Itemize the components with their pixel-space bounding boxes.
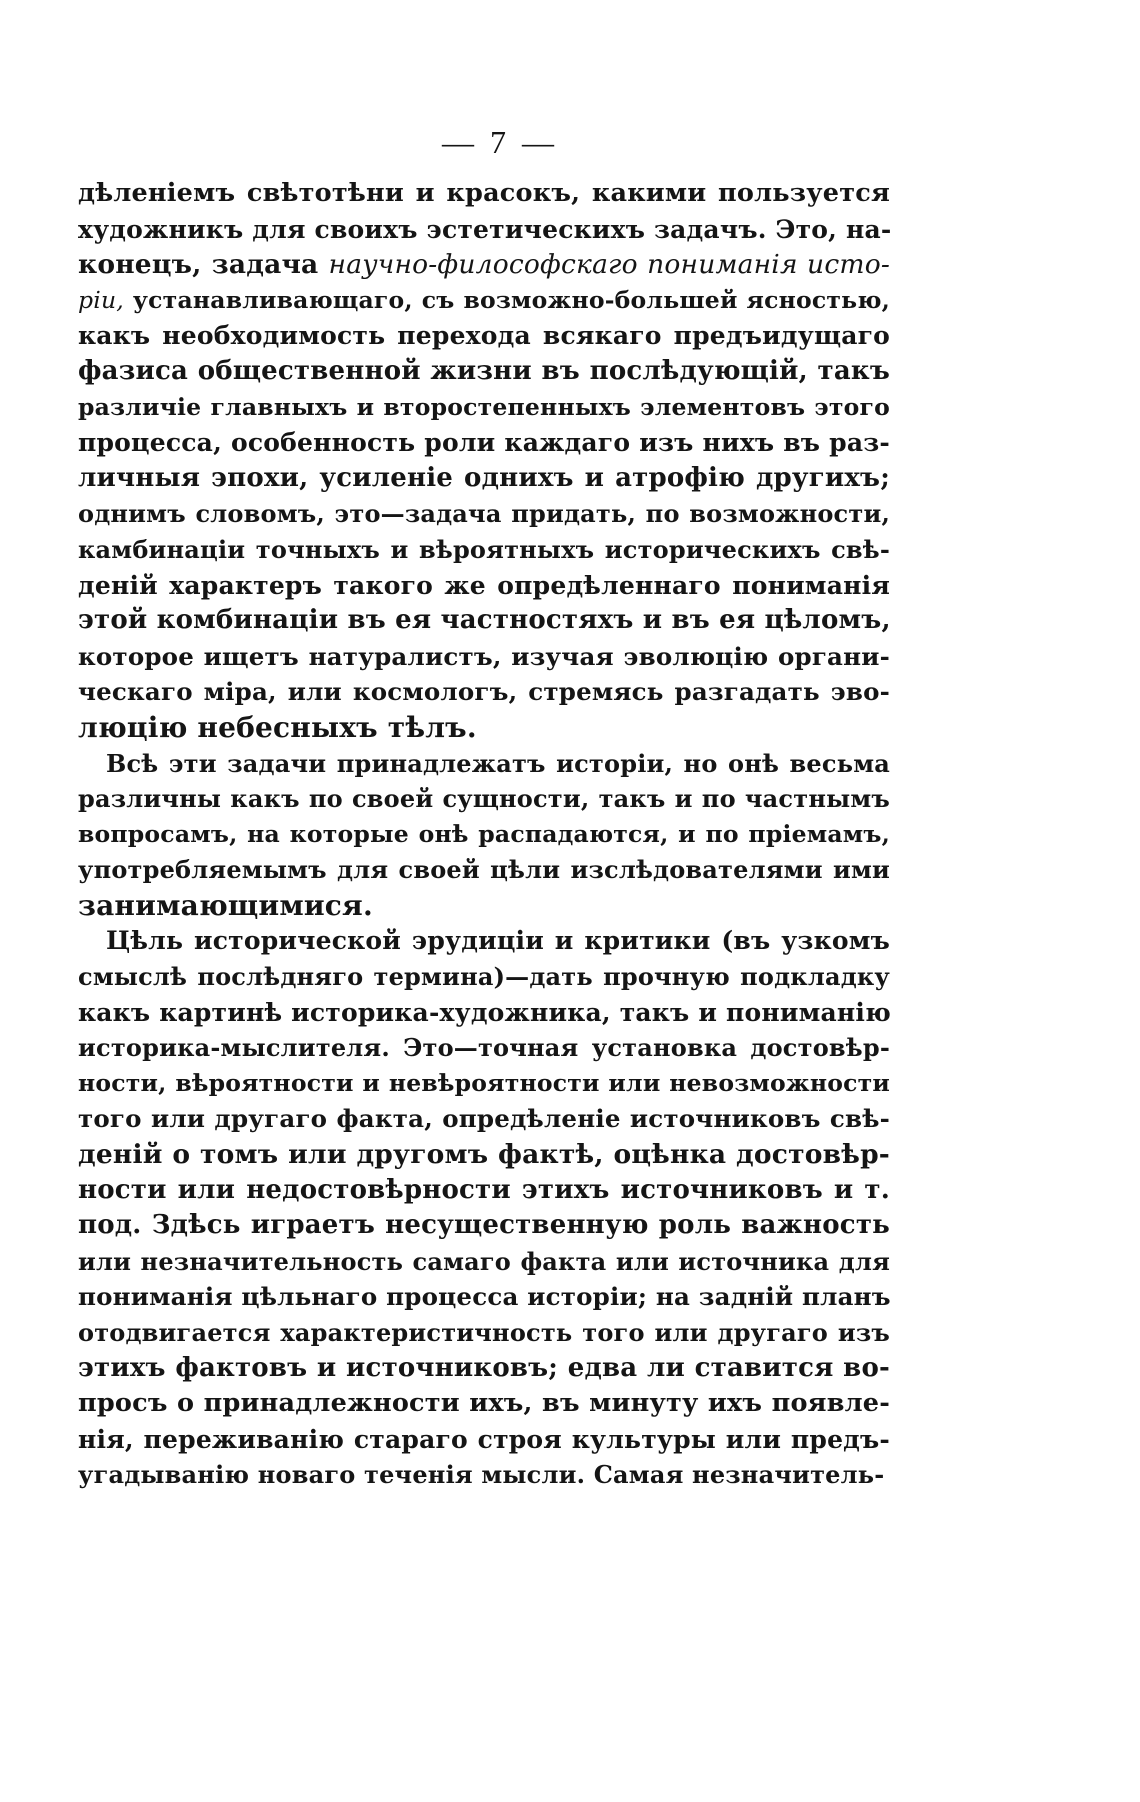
text-line: различіе главныхъ и второстепенныхъ элементовъ этого [78, 392, 890, 421]
text-line: ности, вѣроятности и невѣроятности или невозможности [78, 1068, 890, 1097]
text-line: занимающимися. [78, 888, 373, 922]
text-line: ческаго міра, или космологъ, стремясь разгадать эво- [78, 677, 890, 707]
text-line: смыслѣ послѣдняго термина)—дать прочную подкладку [78, 962, 890, 992]
text-line: историка-мыслителя. Это—точная установка достовѣр- [78, 1033, 890, 1063]
text-segment: конецъ, задача [78, 249, 329, 281]
text-line: Цѣль исторической эрудиціи и критики (въ узкомъ [106, 926, 890, 956]
body-text [78, 176, 890, 1493]
text-line: или незначительность самаго факта или источника для [78, 1246, 890, 1276]
text-line: камбинаціи точныхъ и вѣроятныхъ историческихъ свѣ- [78, 534, 890, 564]
text-line: просъ о принадлежности ихъ, въ минуту ихъ появле- [78, 1388, 890, 1419]
text-line: фазиса общественной жизни въ послѣдующій, такъ [78, 355, 890, 386]
paragraph [78, 746, 890, 924]
text-line: употребляемымъ для своей цѣли изслѣдователями ими [78, 855, 890, 885]
text-line: вопросамъ, на которые онѣ распадаются, и по пріемамъ, [78, 819, 890, 848]
text-line: люцію небесныхъ тѣлъ. [78, 710, 477, 744]
text-line: того или другаго факта, опредѣленіе источниковъ свѣ- [78, 1104, 890, 1134]
text-line: пониманія цѣльнаго процесса исторіи; на задній планъ [78, 1282, 891, 1312]
text-line: под. Здѣсь играетъ несущественную роль важность [78, 1210, 890, 1241]
text-line: нія, переживанію стараго строя культуры или предъ- [78, 1424, 890, 1454]
text-line: угадыванію новаго теченія мысли. Самая незначитель- [78, 1460, 885, 1490]
text-line: личныя эпохи, усиленіе однихъ и атрофію другихъ; [78, 462, 890, 493]
text-line: деній о томъ или другомъ фактѣ, оцѣнка достовѣр- [78, 1139, 890, 1171]
text-line: однимъ словомъ, это—задача придать, по возможности, [78, 499, 890, 529]
text-line: различны какъ по своей сущности, такъ и по частнымъ [78, 784, 890, 814]
italic-phrase: научно-философскаго пониманія исто- [328, 249, 890, 281]
text-line: отодвигается характеристичность того или другаго изъ [78, 1318, 890, 1347]
text-line [78, 247, 890, 283]
text-segment: устанавливающаго, съ возможно-большей ясностью, [123, 285, 890, 314]
page-number: — 7 — [442, 124, 558, 160]
text-line: ности или недостовѣрности этихъ источниковъ и т. [78, 1174, 890, 1205]
text-line: процесса, особенность роли каждаго изъ нихъ въ раз- [78, 428, 890, 458]
text-line: деній характеръ такого же опредѣленнаго пониманія [78, 570, 890, 600]
paragraph [78, 923, 890, 1493]
text-line: какъ необходимость перехода всякаго предъидущаго [78, 321, 890, 351]
text-line: этихъ фактовъ и источниковъ; едва ли ставится во- [78, 1352, 890, 1383]
text-line: дѣленіемъ свѣтотѣни и красокъ, какими пользуется [78, 178, 890, 208]
text-line: этой комбинаціи въ ея частностяхъ и въ ея цѣломъ, [78, 605, 891, 636]
text-line: Всѣ эти задачи принадлежатъ исторіи, но онѣ весьма [106, 748, 890, 778]
text-line: какъ картинѣ историка-художника, такъ и пониманію [78, 997, 891, 1027]
text-line [78, 283, 890, 319]
text-line: которое ищетъ натуралистъ, изучая эволюцію органи- [78, 641, 890, 671]
text-line: художникъ для своихъ эстетическихъ задачъ. Это, на- [78, 214, 892, 244]
italic-phrase: ріи, [78, 285, 124, 314]
paragraph [78, 176, 890, 746]
